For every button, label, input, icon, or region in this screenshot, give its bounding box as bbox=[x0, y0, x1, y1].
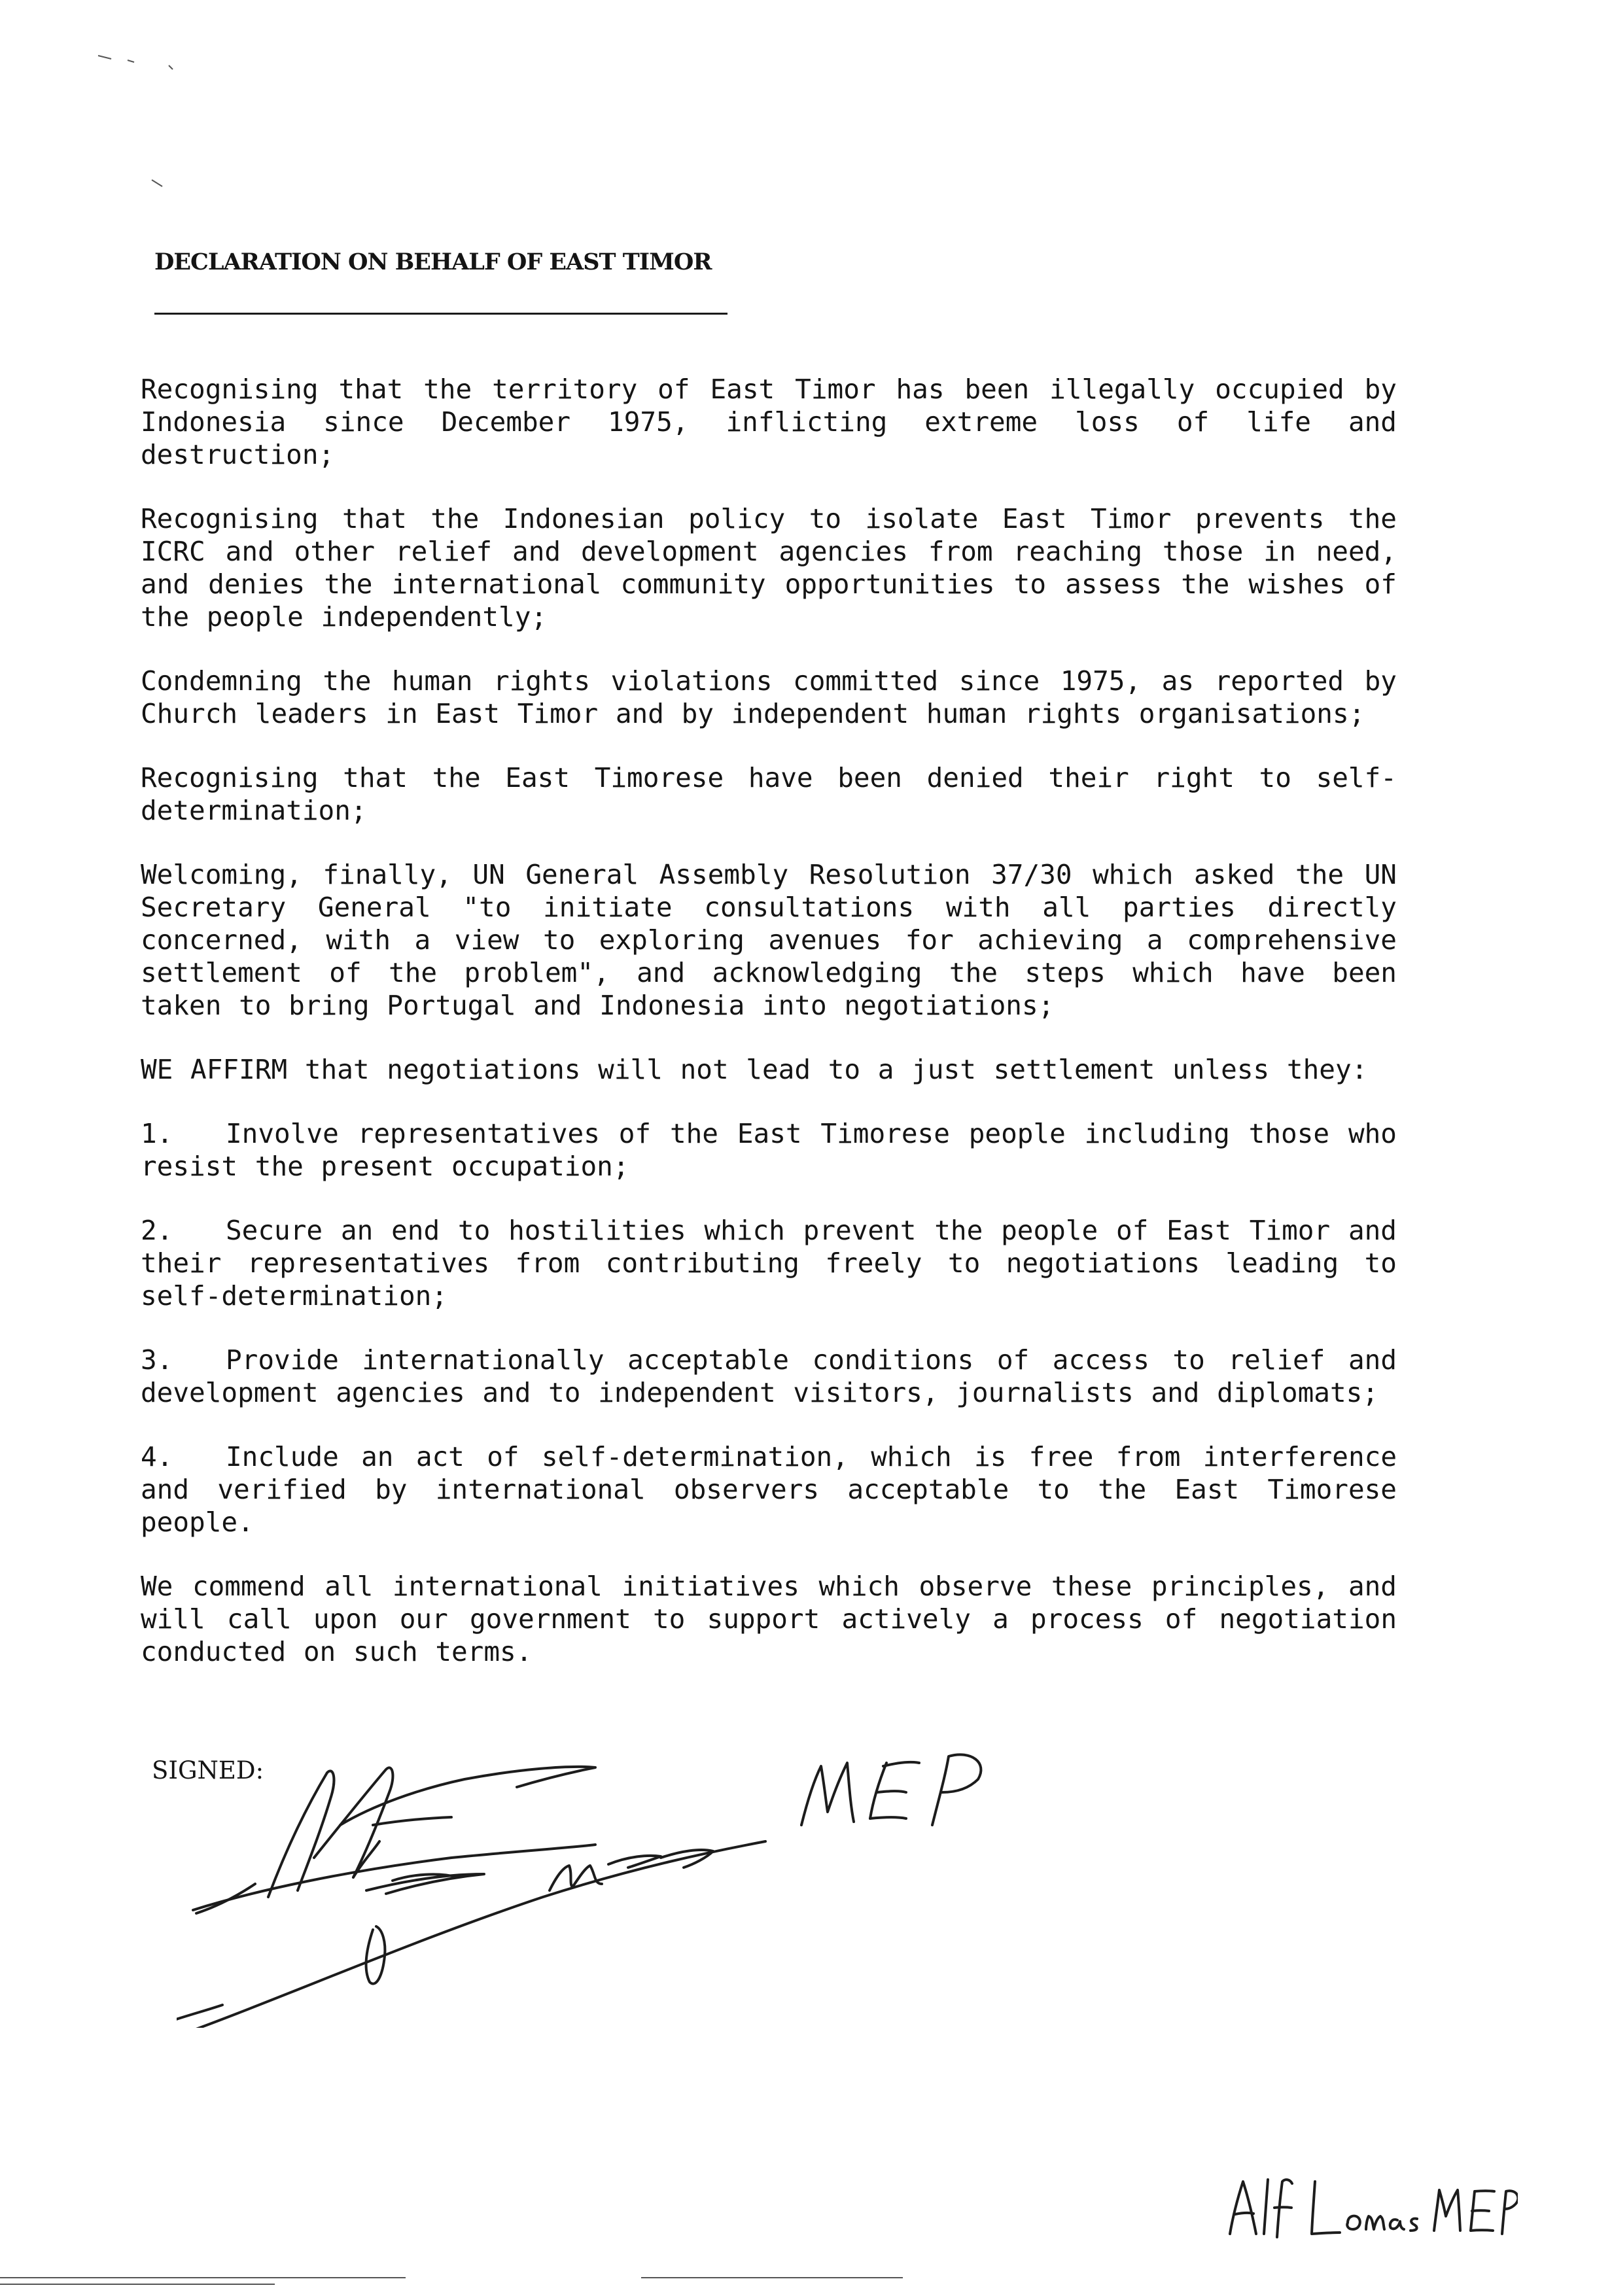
list-item bbox=[141, 1440, 1397, 1539]
paragraph-5: Welcoming, finally, UN General Assembly Resolution 37/30 which asked the UN Secretary General "to initiate consultations with all parties directly concerned, with a view to exploring avenues for achieving a comprehensive settlement of the problem", and acknowledging the steps which have been taken to bring Portugal and Indonesia into negotiations; bbox=[141, 859, 1397, 1021]
paragraph-2: Recognising that the Indonesian policy to isolate East Timor prevents the ICRC and other relief and development agencies from reaching those in need, and denies the international community opportunities to assess the wishes of the people independently; bbox=[141, 503, 1397, 633]
document-title: DECLARATION ON BEHALF OF EAST TIMOR bbox=[154, 249, 712, 275]
title-underline bbox=[154, 313, 727, 315]
signed-label: SIGNED: bbox=[152, 1756, 264, 1784]
list-item-number: 4. bbox=[141, 1441, 173, 1472]
list-item bbox=[141, 1214, 1397, 1312]
list-item bbox=[141, 1117, 1397, 1183]
list-item bbox=[141, 1344, 1397, 1409]
handwritten-footer-name bbox=[1223, 2172, 1518, 2250]
handwritten-signature bbox=[177, 1727, 1027, 2028]
list-item-text: Secure an end to hostilities which prevent the people of East Timor and their representatives from contributing freely to negotiations leading to self-determination; bbox=[141, 1215, 1397, 1312]
list-item-number: 3. bbox=[141, 1344, 173, 1376]
closing-paragraph: We commend all international initiatives which observe these principles, and will call upon our government to support actively a process of negotiation conducted on such terms. bbox=[141, 1571, 1397, 1667]
paragraph-1: Recognising that the territory of East Timor has been illegally occupied by Indonesia since December 1975, inflicting extreme loss of life and destruction; bbox=[141, 374, 1397, 470]
paragraph-4: Recognising that the East Timorese have been denied their right to self-determination; bbox=[141, 762, 1397, 826]
list-item-text: Include an act of self-determination, which is free from interference and verified by international observers acceptable to the East Timorese people. bbox=[141, 1441, 1397, 1538]
document-body bbox=[141, 373, 1397, 1699]
signature-text: MEP bbox=[177, 1727, 179, 1728]
paragraph-3: Condemning the human rights violations committed since 1975, as reported by Church leaders in East Timor and by independent human rights organisations; bbox=[141, 665, 1397, 729]
list-item-text: Provide internationally acceptable conditions of access to relief and development agencies and to independent visitors, journalists and diplomats; bbox=[141, 1344, 1397, 1408]
list-item-number: 1. bbox=[141, 1118, 173, 1149]
list-item-number: 2. bbox=[141, 1215, 173, 1246]
affirm-paragraph: WE AFFIRM that negotiations will not lead to a just settlement unless they: bbox=[141, 1054, 1368, 1085]
list-item-text: Involve representatives of the East Timorese people including those who resist the present occupation; bbox=[141, 1118, 1397, 1182]
